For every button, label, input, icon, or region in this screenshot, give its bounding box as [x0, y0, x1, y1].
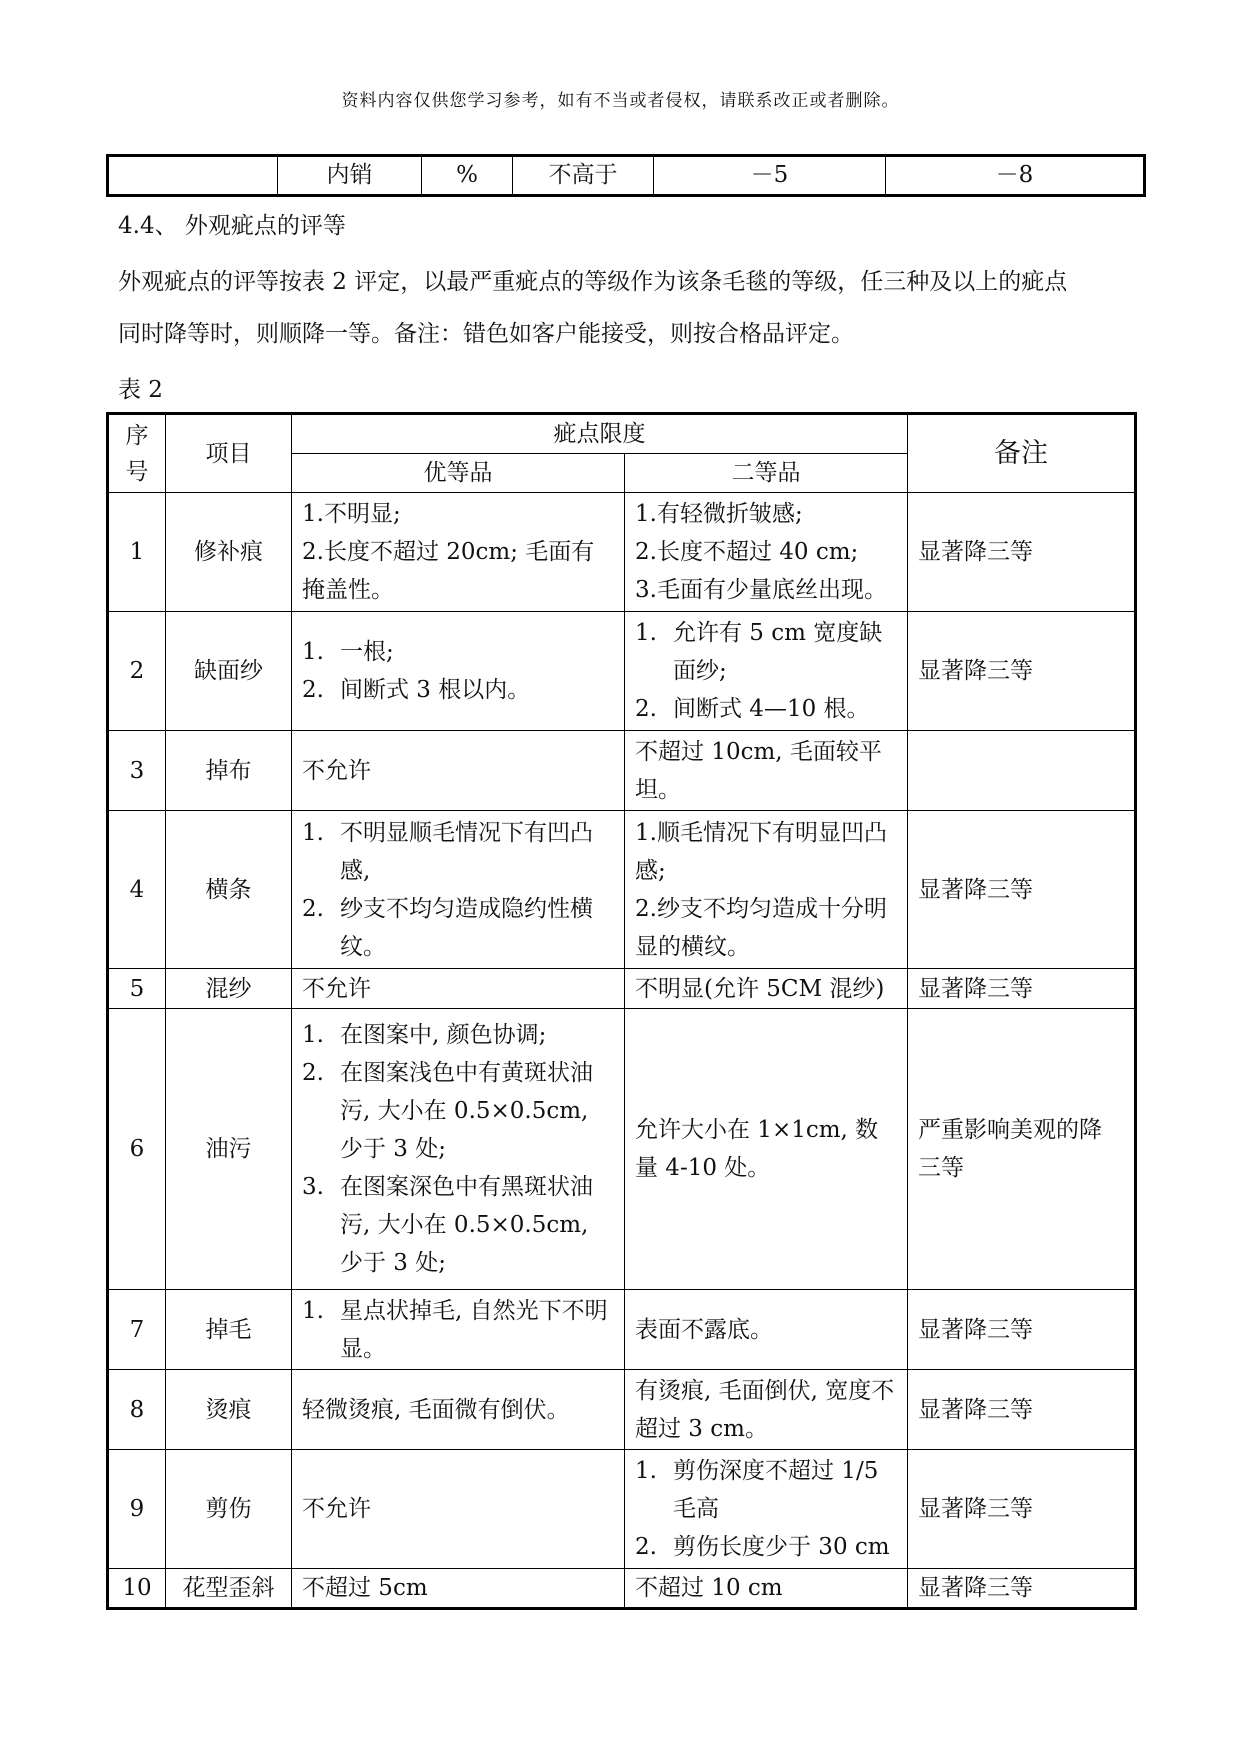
row-note: 显著降三等: [908, 811, 1136, 969]
cell-line: 1.顺毛情况下有明显凹凸感;: [635, 819, 887, 884]
row-note: 显著降三等: [908, 1450, 1136, 1569]
row-item: 修补痕: [166, 493, 292, 612]
list-number: 1.: [302, 1297, 324, 1324]
numbered-list: [635, 1452, 897, 1566]
list-text: 间断式 3 根以内。: [340, 677, 531, 703]
row-second: [625, 731, 908, 811]
list-item: [302, 814, 614, 890]
row-second: [625, 612, 908, 731]
row-note: 显著降三等: [908, 493, 1136, 612]
row-item: 掉毛: [166, 1290, 292, 1370]
row-excellent: [292, 1450, 625, 1569]
list-item: [635, 1452, 897, 1528]
row-item: 油污: [166, 1009, 292, 1290]
numbered-list: [302, 1292, 614, 1368]
row-second: [625, 1370, 908, 1450]
top-table: [106, 154, 1146, 197]
table-row: [108, 1450, 1136, 1569]
row-item: 横条: [166, 811, 292, 969]
list-text: 星点状掉毛, 自然光下不明显。: [340, 1297, 608, 1362]
defect-table: [106, 412, 1137, 1610]
list-item: [635, 614, 897, 690]
row-excellent: [292, 1290, 625, 1370]
cell-line: 不超过 5cm: [302, 1575, 428, 1601]
page-disclaimer: 资料内容仅供您学习参考，如有不当或者侵权，请联系改正或者删除。: [341, 91, 900, 111]
row-number: 5: [108, 969, 166, 1009]
cell-line: 2.长度不超过 40 cm;: [635, 539, 859, 565]
row-excellent: [292, 1370, 625, 1450]
list-number: 2.: [302, 895, 324, 922]
header-item: 项目: [166, 414, 292, 493]
cell-line: 2.纱支不均匀造成十分明显的横纹。: [635, 895, 887, 960]
row-item: 掉布: [166, 731, 292, 811]
cell-line: 表面不露底。: [635, 1316, 773, 1343]
header-second: 二等品: [625, 454, 908, 493]
table-row: [108, 1370, 1136, 1450]
table-row: [108, 493, 1136, 612]
header-limit: 疵点限度: [292, 414, 908, 454]
row-excellent: [292, 969, 625, 1009]
row-excellent: [292, 1009, 625, 1290]
row-number: 10: [108, 1569, 166, 1609]
cell-line: 不超过 10 cm: [635, 1575, 783, 1601]
list-number: 2.: [635, 696, 657, 722]
table-row: [108, 969, 1136, 1009]
cell-line: 不超过 10cm, 毛面较平坦。: [635, 738, 882, 803]
numbered-list: [302, 1016, 614, 1282]
cell-line: 不允许: [302, 1496, 371, 1522]
top-cell-domestic: 内销: [278, 156, 422, 196]
list-item: [302, 1168, 614, 1282]
table-row: [108, 156, 1145, 196]
row-number: 9: [108, 1450, 166, 1569]
row-excellent: [292, 811, 625, 969]
row-excellent: [292, 493, 625, 612]
list-text: 纱支不均匀造成隐约性横纹。: [340, 895, 593, 960]
numbered-list: [635, 614, 897, 728]
list-number: 1.: [302, 639, 324, 665]
top-cell-blank: [108, 156, 278, 196]
cell-line: 不明显(允许 5CM 混纱): [635, 975, 885, 1002]
table-header-row: [108, 414, 1136, 454]
row-note: 显著降三等: [908, 1290, 1136, 1370]
row-second: [625, 1290, 908, 1370]
cell-line: 轻微烫痕, 毛面微有倒伏。: [302, 1396, 570, 1423]
row-number: 2: [108, 612, 166, 731]
table-row: [108, 1290, 1136, 1370]
row-number: 7: [108, 1290, 166, 1370]
list-item: [302, 1054, 614, 1168]
top-cell-condition: 不高于: [513, 156, 654, 196]
list-item: [302, 633, 614, 671]
row-item: 缺面纱: [166, 612, 292, 731]
top-cell-unit: %: [422, 156, 513, 196]
section-title: 4.4、 外观疵点的评等: [118, 213, 346, 239]
header-excellent: 优等品: [292, 454, 625, 493]
row-note: 显著降三等: [908, 1370, 1136, 1450]
list-number: 2.: [635, 1534, 657, 1560]
cell-line: 不允许: [302, 757, 371, 784]
list-text: 剪伤深度不超过 1/5 毛高: [673, 1458, 879, 1522]
numbered-list: [302, 814, 614, 966]
list-text: 一根;: [340, 639, 394, 665]
paragraph-line: 同时降等时，则顺降一等。备注：错色如客户能接受，则按合格品评定。: [118, 321, 854, 347]
cell-line: 有烫痕, 毛面倒伏, 宽度不超过 3 cm。: [635, 1377, 895, 1442]
row-note: 显著降三等: [908, 612, 1136, 731]
list-number: 1.: [635, 1458, 657, 1484]
list-number: 1.: [635, 620, 657, 646]
list-number: 1.: [302, 819, 324, 846]
cell-line: 1.不明显;: [302, 501, 401, 527]
row-number: 6: [108, 1009, 166, 1290]
row-number: 4: [108, 811, 166, 969]
cell-line: 1.有轻微折皱感;: [635, 501, 803, 527]
row-second: [625, 1569, 908, 1609]
list-text: 在图案深色中有黑斑状油污, 大小在 0.5×0.5cm, 少于 3 处;: [340, 1174, 593, 1276]
numbered-list: [302, 633, 614, 709]
row-item: 混纱: [166, 969, 292, 1009]
row-second: [625, 493, 908, 612]
row-excellent: [292, 612, 625, 731]
list-text: 允许有 5 cm 宽度缺面纱;: [673, 620, 883, 684]
cell-line: 不允许: [302, 975, 371, 1002]
row-item: 烫痕: [166, 1370, 292, 1450]
table-row: [108, 612, 1136, 731]
row-second: [625, 969, 908, 1009]
list-number: 1.: [302, 1022, 324, 1048]
list-item: [302, 1292, 614, 1368]
table-row: [108, 811, 1136, 969]
cell-line: 2.长度不超过 20cm; 毛面有掩盖性。: [302, 539, 595, 603]
cell-line: 3.毛面有少量底丝出现。: [635, 577, 887, 603]
row-second: [625, 811, 908, 969]
header-notes: 备注: [908, 414, 1136, 493]
row-second: [625, 1450, 908, 1569]
list-text: 在图案浅色中有黄斑状油污, 大小在 0.5×0.5cm, 少于 3 处;: [340, 1060, 593, 1162]
list-item: [302, 1016, 614, 1054]
list-number: 2.: [302, 677, 324, 703]
table-row: [108, 1009, 1136, 1290]
list-item: [635, 690, 897, 728]
row-note: 显著降三等: [908, 969, 1136, 1009]
row-excellent: [292, 731, 625, 811]
list-number: 3.: [302, 1174, 324, 1200]
table-row: [108, 1569, 1136, 1609]
row-note: 严重影响美观的降三等: [908, 1009, 1136, 1290]
row-item: 剪伤: [166, 1450, 292, 1569]
list-text: 不明显顺毛情况下有凹凸感,: [340, 819, 593, 884]
list-text: 在图案中, 颜色协调;: [340, 1022, 547, 1048]
list-item: [635, 1528, 897, 1566]
table-label: 表 2: [118, 377, 163, 403]
top-cell-value-b: －8: [886, 156, 1145, 196]
list-item: [302, 890, 614, 966]
table-row: [108, 731, 1136, 811]
list-text: 间断式 4—10 根。: [673, 696, 870, 722]
header-seq: 序号: [108, 414, 166, 493]
list-number: 2.: [302, 1060, 324, 1086]
list-text: 剪伤长度少于 30 cm: [673, 1534, 890, 1560]
row-note: [908, 731, 1136, 811]
row-excellent: [292, 1569, 625, 1609]
cell-line: 允许大小在 1×1cm, 数量 4-10 处。: [635, 1117, 879, 1181]
paragraph-line: 外观疵点的评等按表 2 评定，以最严重疵点的等级作为该条毛毯的等级，任三种及以上的疵点: [118, 269, 1068, 295]
row-number: 8: [108, 1370, 166, 1450]
row-note: 显著降三等: [908, 1569, 1136, 1609]
row-second: [625, 1009, 908, 1290]
row-item: 花型歪斜: [166, 1569, 292, 1609]
row-number: 3: [108, 731, 166, 811]
section-paragraph: [118, 256, 1138, 360]
top-cell-value-a: －5: [654, 156, 886, 196]
row-number: 1: [108, 493, 166, 612]
list-item: [302, 671, 614, 709]
